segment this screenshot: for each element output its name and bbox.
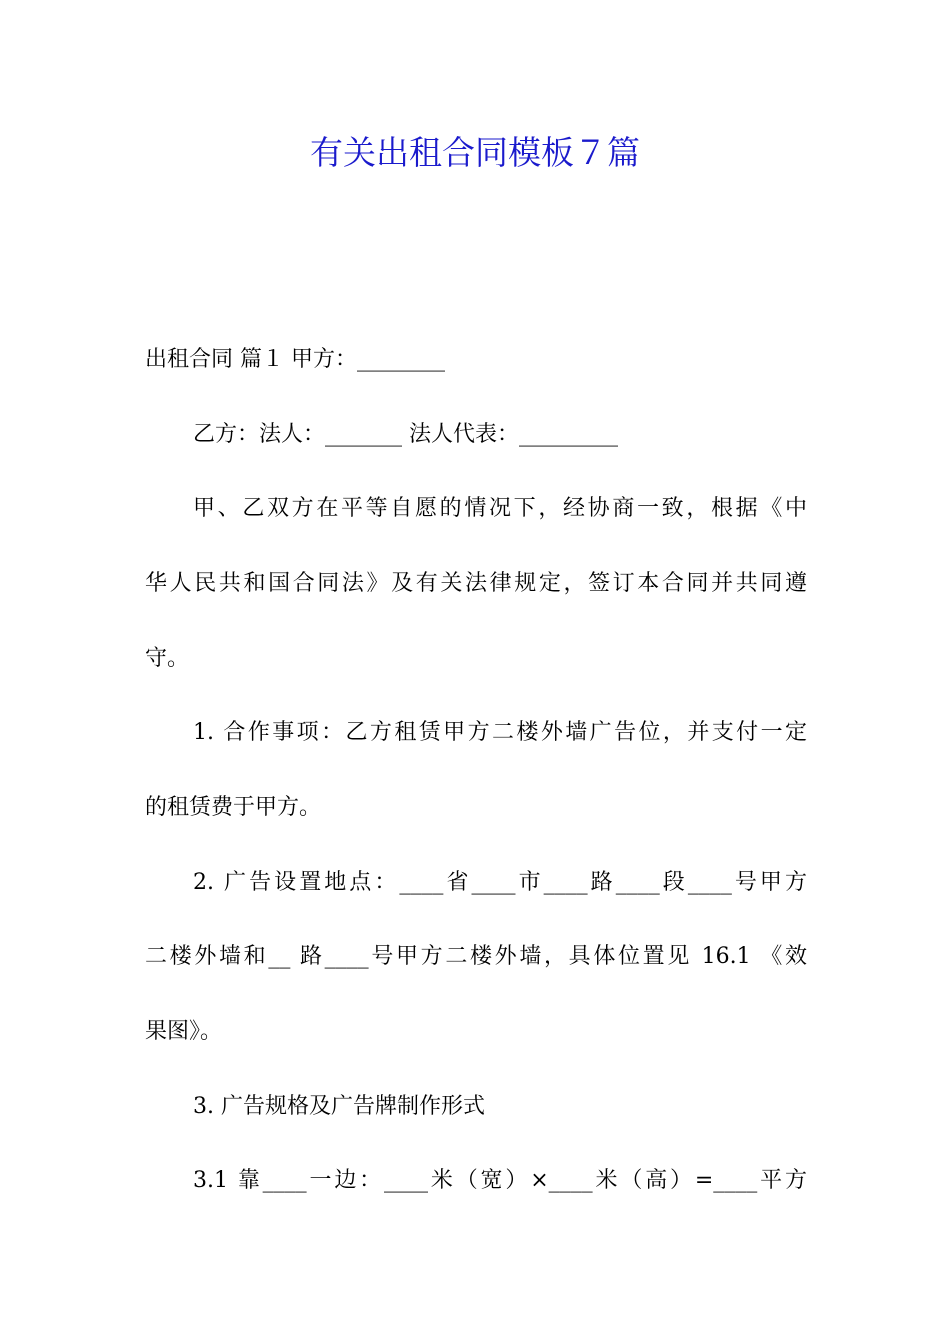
paragraph-line: 甲、乙双方在平等自愿的情况下，经协商一致，根据《中 bbox=[193, 496, 807, 521]
paragraph-line: 的租赁费于甲方。 bbox=[145, 795, 322, 820]
paragraph-line: 果图》。 bbox=[145, 1019, 223, 1044]
paragraph-line: 二楼外墙和__ 路____号甲方二楼外墙，具体位置见 16.1 《效 bbox=[145, 944, 807, 969]
paragraph-line: 3.1 靠____一边：____米（宽）×____米（高）=____平方 bbox=[193, 1168, 807, 1193]
paragraph-line: 3. 广告规格及广告牌制作形式 bbox=[193, 1094, 485, 1119]
document-title: 有关出租合同模板７篇 bbox=[310, 133, 640, 172]
paragraph-line: 华人民共和国合同法》及有关法律规定，签订本合同并共同遵 bbox=[145, 571, 807, 596]
paragraph-line: 1. 合作事项：乙方租赁甲方二楼外墙广告位，并支付一定 bbox=[193, 720, 807, 745]
paragraph-line: 守。 bbox=[145, 646, 190, 671]
paragraph-line: 乙方：法人：_______ 法人代表：_________ bbox=[193, 422, 618, 447]
paragraph-line: 2. 广告设置地点：____省____市____路____段____号甲方 bbox=[193, 870, 807, 895]
paragraph-line: 出租合同 篇１ 甲方：________ bbox=[145, 347, 445, 372]
